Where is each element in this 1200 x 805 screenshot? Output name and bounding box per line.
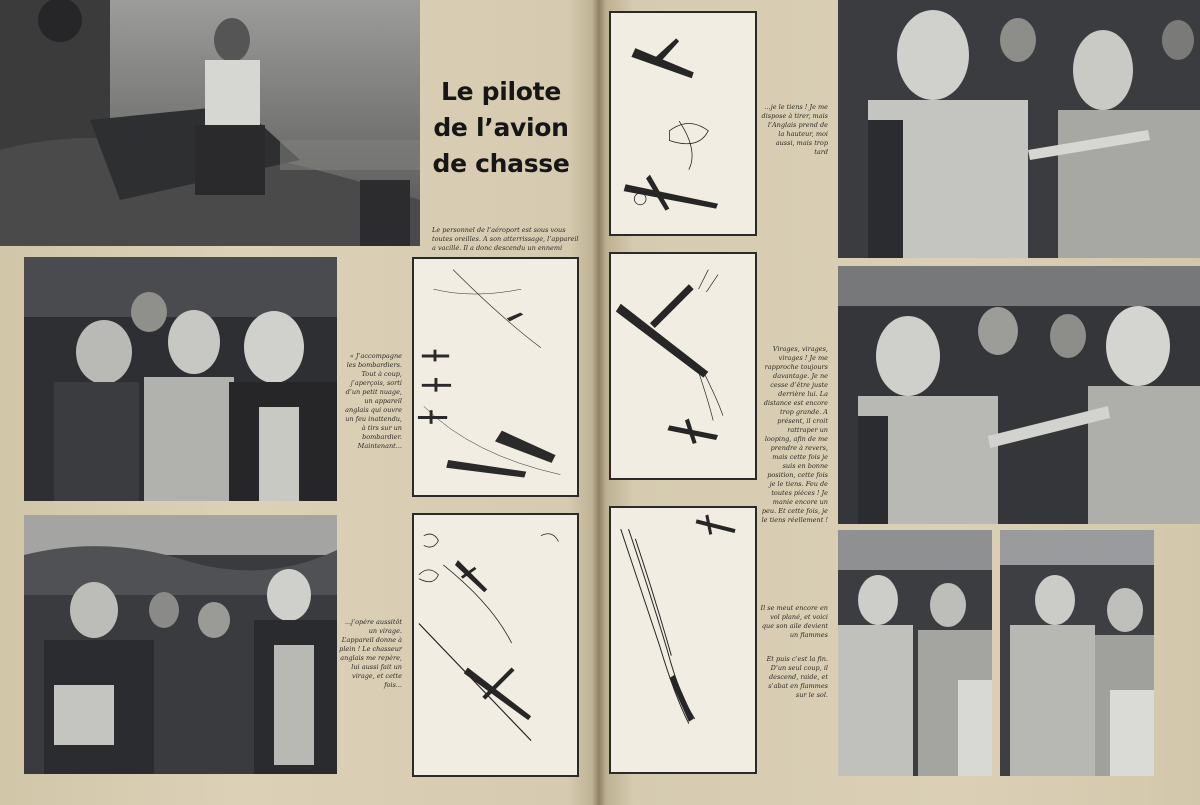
caption-4: Virages, virages, virages ! Je me rapproche toujours davantage. Je ne cesse d’être juste derrière lui. La distance est encore trop grande. A présent, il croit rattraper un looping, afin de me prendre à revers, mais cette fois je suis en bonne position, cette fois je le tiens. Feu de toutes pièces ! Je manie encore un peu. Et cette fois, je le tiens réellement ! bbox=[761, 345, 828, 524]
photo-pilot-describing-fight bbox=[24, 515, 337, 774]
title-line-1: Le pilote bbox=[440, 77, 561, 106]
drawing-pilot-attacking bbox=[609, 11, 757, 236]
caption-intro: Le personnel de l’aéroport est sous vous toutes oreilles. A son atterrissage, l’appareil a vacillé. Il a donc descendu un ennemi bbox=[432, 226, 579, 252]
page-gutter bbox=[592, 0, 606, 805]
caption-6: Et puis c’est la fin. D’un seul coup, il descend, raide, et s’abat en flammes sur le sol. bbox=[766, 655, 828, 699]
drawing-bombers-and-fighter bbox=[412, 257, 579, 497]
photo-pilot-gesturing-2 bbox=[838, 266, 1200, 524]
photo-pilot-climbing-from-cockpit bbox=[0, 0, 420, 246]
photo-pilot-hands-2 bbox=[1000, 530, 1154, 776]
caption-1: « J’accompagne les bombardiers. Tout à coup, j’aperçois, sorti d’un petit nuage, un appareil anglais qui ouvre un feu inattendu, à tirs sur un bombardier. Maintenant... bbox=[345, 352, 402, 450]
photo-pilot-hands-1 bbox=[838, 530, 992, 776]
caption-5: Il se meut encore en vol plané, et voici que son aile devient un flammes bbox=[760, 604, 828, 639]
drawing-fighters-turning bbox=[412, 513, 579, 777]
title-line-3: de chasse bbox=[432, 149, 570, 178]
drawing-plane-in-flames bbox=[609, 506, 757, 774]
caption-3: ...je le tiens ! Je me dispose à tirer, mais l’Anglais prend de la hauteur, moi aussi, mais trop tard bbox=[761, 103, 828, 156]
article-title bbox=[432, 74, 570, 182]
title-line-2: de l’avion bbox=[433, 113, 569, 142]
caption-2: ...j’opère aussitôt un virage. L’appareil donne à plein ! Le chasseur anglais me repère, lui aussi fait un virage, et cette fois... bbox=[339, 618, 402, 689]
photo-pilot-with-ground-crew bbox=[24, 257, 337, 501]
photo-pilot-gesturing-1 bbox=[838, 0, 1200, 258]
drawing-enemy-hit bbox=[609, 252, 757, 480]
